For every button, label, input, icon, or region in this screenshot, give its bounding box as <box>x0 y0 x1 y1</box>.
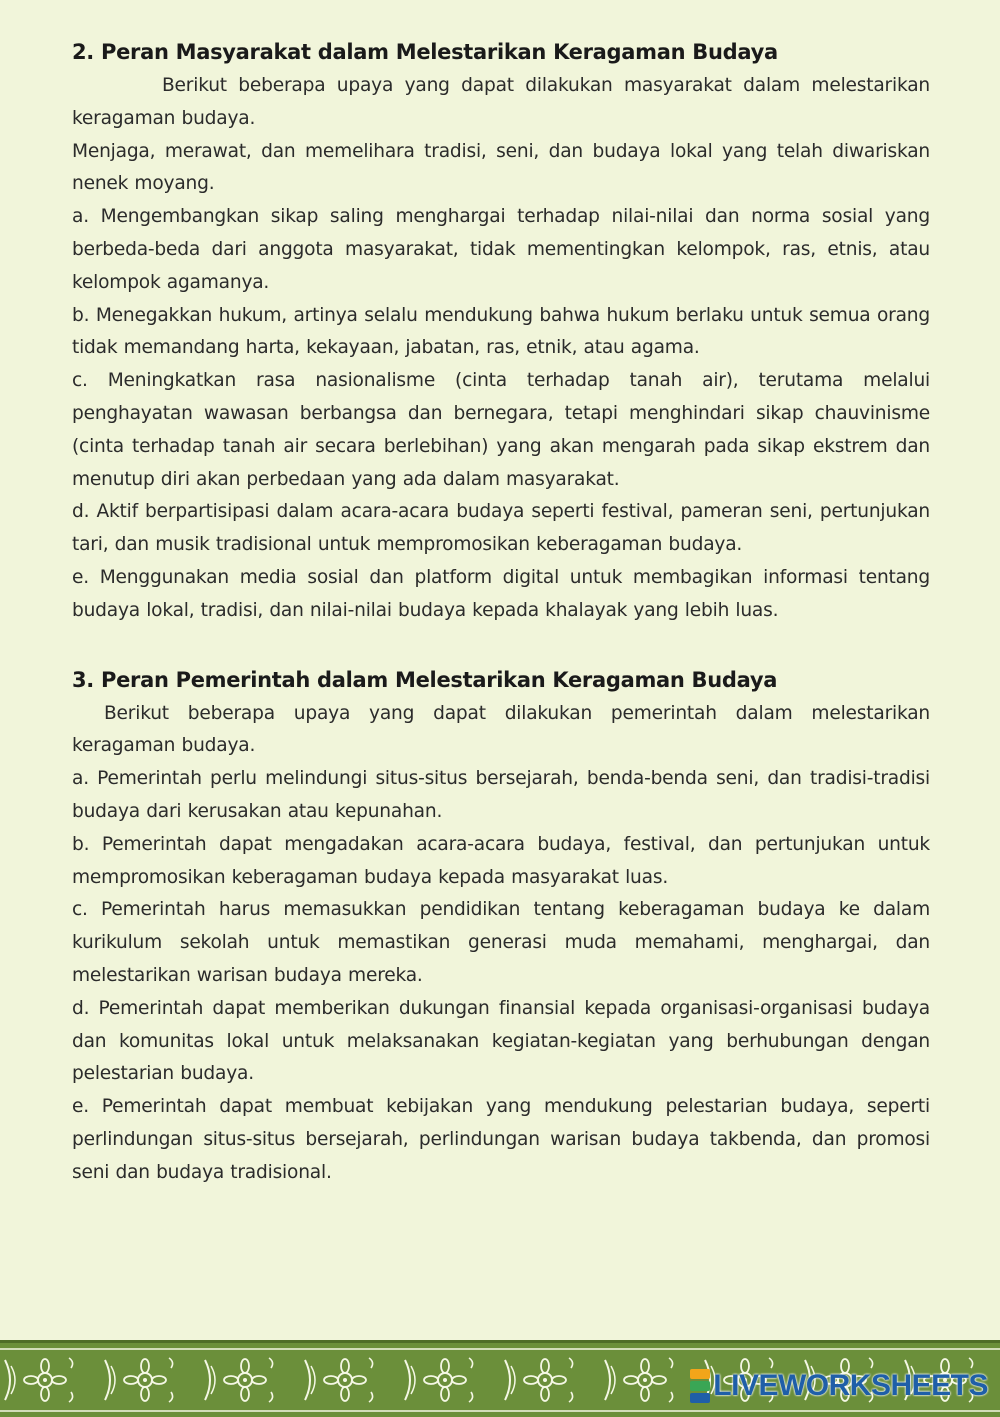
section-2-heading: 2. Peran Masyarakat dalam Melestarikan Keragaman Budaya <box>72 40 778 64</box>
section-2-item-e: e. Menggunakan media sosial dan platform digital untuk membagikan informasi tentang budaya lokal, tradisi, dan nilai-nilai budaya kepada khalayak yang lebih luas. <box>72 566 930 621</box>
section-3-item-b: b. Pemerintah dapat mengadakan acara-acara budaya, festival, dan pertunjukan untuk mempromosikan keberagaman budaya kepada masyarakat luas. <box>72 833 930 888</box>
section-2-paragraph: Menjaga, merawat, dan memelihara tradisi, seni, dan budaya lokal yang telah diwariskan nenek moyang. <box>72 140 930 195</box>
section-3-item-a: a. Pemerintah perlu melindungi situs-situs bersejarah, benda-benda seni, dan tradisi-tradisi budaya dari kerusakan atau kepunahan. <box>72 768 930 822</box>
section-3-item-c: c. Pemerintah harus memasukkan pendidikan tentang keberagaman budaya ke dalam kurikulum sekolah untuk memastikan generasi muda memahami, menghargai, dan melestarikan warisan budaya mereka. <box>72 899 930 986</box>
liveworksheets-logo[interactable] <box>690 1369 988 1403</box>
section-2-item-c: c. Meningkatkan rasa nasionalisme (cinta terhadap tanah air), terutama melalui penghayatan wawasan berbangsa dan bernegara, tetapi menghindari sikap chauvinisme (cinta terhadap tanah air secara berlebihan) yang akan mengarah pada sikap ekstrem dan menutup diri akan perbedaan yang ada dalam masyarakat. <box>72 370 930 490</box>
section-2-item-a: a. Mengembangkan sikap saling menghargai terhadap nilai-nilai dan norma sosial yang berbeda-beda dari anggota masyarakat, tidak mementingkan kelompok, ras, etnis, atau kelompok agamanya. <box>72 206 930 293</box>
section-3-item-d: d. Pemerintah dapat memberikan dukungan finansial kepada organisasi-organisasi budaya dan komunitas lokal untuk melaksanakan kegiatan-kegiatan yang berhubungan dengan pelestarian budaya. <box>72 997 930 1085</box>
section-2-item-b: b. Menegakkan hukum, artinya selalu mendukung bahwa hukum berlaku untuk semua orang tidak memandang harta, kekayaan, jabatan, ras, etnik, atau agama. <box>72 304 930 359</box>
section-2-intro: Berikut beberapa upaya yang dapat dilakukan masyarakat dalam melestarikan keragaman budaya. <box>72 75 930 129</box>
floral-border <box>0 1340 1000 1417</box>
liveworksheets-logo-text: LIVEWORKSHEETS <box>713 1369 988 1402</box>
section-3-heading: 3. Peran Pemerintah dalam Melestarikan Keragaman Budaya <box>72 667 778 692</box>
liveworksheets-logo-icon <box>690 1369 710 1403</box>
section-3-item-e: e. Pemerintah dapat membuat kebijakan yang mendukung pelestarian budaya, seperti perlindungan situs-situs bersejarah, perlindungan warisan budaya takbenda, dan promosi seni dan budaya tradisional. <box>72 1096 930 1183</box>
document-body <box>72 40 930 1190</box>
section-3-intro: Berikut beberapa upaya yang dapat dilakukan pemerintah dalam melestarikan keragaman budaya. <box>72 702 930 757</box>
section-2-item-d: d. Aktif berpartisipasi dalam acara-acara budaya seperti festival, pameran seni, pertunjukan tari, dan musik tradisional untuk mempromosikan keberagaman budaya. <box>72 501 930 556</box>
